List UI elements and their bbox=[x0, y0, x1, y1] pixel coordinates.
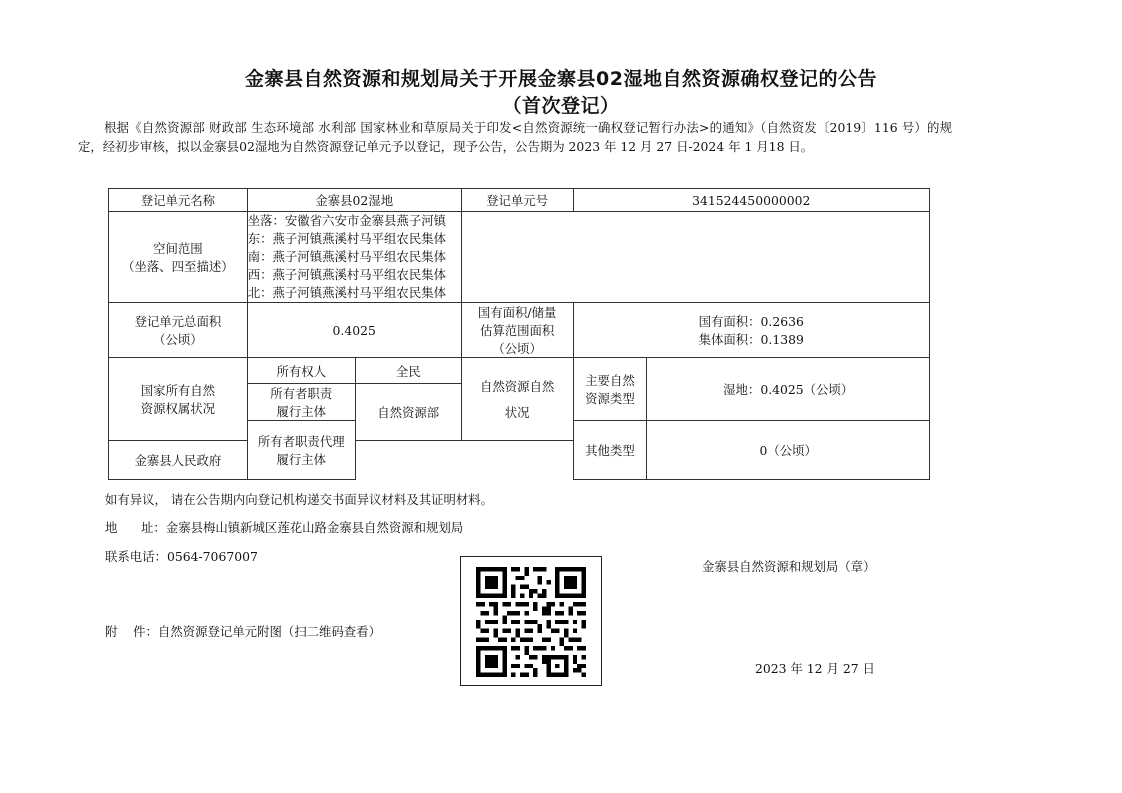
owner-label: 所有权人 bbox=[247, 358, 355, 384]
state-area-label-line2: 估算范围面积 bbox=[479, 323, 555, 338]
owner-value: 全民 bbox=[355, 358, 461, 384]
natural-status-label-line2: 状况 bbox=[504, 405, 530, 420]
main-type-label bbox=[573, 358, 647, 421]
attachment-note: 附 件：自然资源登记单元附图（扫二维码查看） bbox=[105, 624, 381, 639]
total-area-label-line1: 登记单元总面积 bbox=[134, 314, 222, 329]
main-type-value: 湿地：0.4025（公顷） bbox=[647, 358, 930, 421]
state-area-label-line1: 国有面积/储量 bbox=[477, 305, 557, 320]
main-type-label-line2: 资源类型 bbox=[585, 391, 635, 406]
space-location: 坐落：安徽省六安市金寨县燕子河镇 bbox=[247, 213, 446, 228]
area-breakdown bbox=[573, 303, 929, 358]
duty-subject-value: 自然资源部 bbox=[355, 384, 461, 441]
space-east: 东：燕子河镇燕溪村马平组农民集体 bbox=[247, 231, 446, 246]
unit-name-value: 金寨县02湿地 bbox=[247, 189, 461, 212]
duty-label-line2: 履行主体 bbox=[276, 404, 327, 419]
state-area-label bbox=[461, 303, 573, 358]
duty-subject-label bbox=[247, 384, 355, 421]
objection-note: 如有异议， 请在公告期内向登记机构递交书面异议材料及其证明材料。 bbox=[105, 492, 494, 507]
other-type-value: 0（公顷） bbox=[647, 421, 930, 480]
issue-date: 2023 年 12 月 27 日 bbox=[755, 661, 875, 676]
agent-label-line2: 履行主体 bbox=[276, 452, 327, 467]
notice-subtitle: （首次登记） bbox=[502, 95, 620, 117]
total-area-label bbox=[109, 303, 248, 358]
space-range-empty bbox=[461, 212, 929, 303]
ownership-label-line2: 资源权属状况 bbox=[140, 401, 216, 416]
unit-name-label: 登记单元名称 bbox=[109, 189, 248, 212]
qr-code[interactable] bbox=[460, 556, 602, 686]
contact-phone: 联系电话：0564-7067007 bbox=[105, 549, 258, 564]
space-south: 南：燕子河镇燕溪村马平组农民集体 bbox=[247, 249, 446, 264]
agent-subject-label bbox=[247, 421, 355, 480]
space-range-label-line1: 空间范围 bbox=[153, 241, 203, 256]
main-type-label-line1: 主要自然 bbox=[585, 373, 635, 388]
space-north: 北：燕子河镇燕溪村马平组农民集体 bbox=[247, 285, 446, 300]
state-area-label-line3: （公顷） bbox=[492, 341, 542, 356]
space-range-description bbox=[247, 212, 461, 303]
ownership-label-line1: 国家所有自然 bbox=[140, 383, 216, 398]
agent-subject-value: 金寨县人民政府 bbox=[109, 441, 248, 480]
other-type-label: 其他类型 bbox=[573, 421, 647, 480]
state-area-value: 国有面积：0.2636 bbox=[698, 314, 804, 329]
registration-table bbox=[108, 188, 930, 480]
unit-no-label: 登记单元号 bbox=[461, 189, 573, 212]
unit-no-value: 341524450000002 bbox=[573, 189, 929, 212]
natural-status-label-line1: 自然资源自然 bbox=[479, 379, 555, 394]
notice-title: 金寨县自然资源和规划局关于开展金寨县02湿地自然资源确权登记的公告 bbox=[245, 68, 877, 90]
space-range-label bbox=[109, 212, 248, 303]
agent-label-line1: 所有者职责代理 bbox=[257, 434, 345, 449]
office-address: 地 址：金寨县梅山镇新城区莲花山路金寨县自然资源和规划局 bbox=[105, 520, 464, 535]
duty-label-line1: 所有者职责 bbox=[270, 386, 333, 401]
total-area-value: 0.4025 bbox=[247, 303, 461, 358]
collective-area-value: 集体面积：0.1389 bbox=[698, 332, 804, 347]
qr-code-icon bbox=[476, 567, 586, 677]
issuer-seal: 金寨县自然资源和规划局（章） bbox=[702, 559, 876, 574]
ownership-status-label bbox=[109, 358, 248, 441]
space-west: 西：燕子河镇燕溪村马平组农民集体 bbox=[247, 267, 446, 282]
natural-status-label bbox=[461, 358, 573, 441]
total-area-label-line2: （公顷） bbox=[153, 332, 203, 347]
space-range-label-line2: （坐落、四至描述） bbox=[122, 259, 234, 274]
intro-paragraph: 根据《自然资源部 财政部 生态环境部 水利部 国家林业和草原局关于印发<自然资源统一确权登记暂行办法>的通知》（自然资发〔2019〕116 号）的规定，经初步审核，拟以金寨县02湿地为自然资源登记单元予以登记，现予公告，公告期为 2023 年 12 月 27 日-2024 年 1 月18 日。 bbox=[78, 120, 952, 154]
